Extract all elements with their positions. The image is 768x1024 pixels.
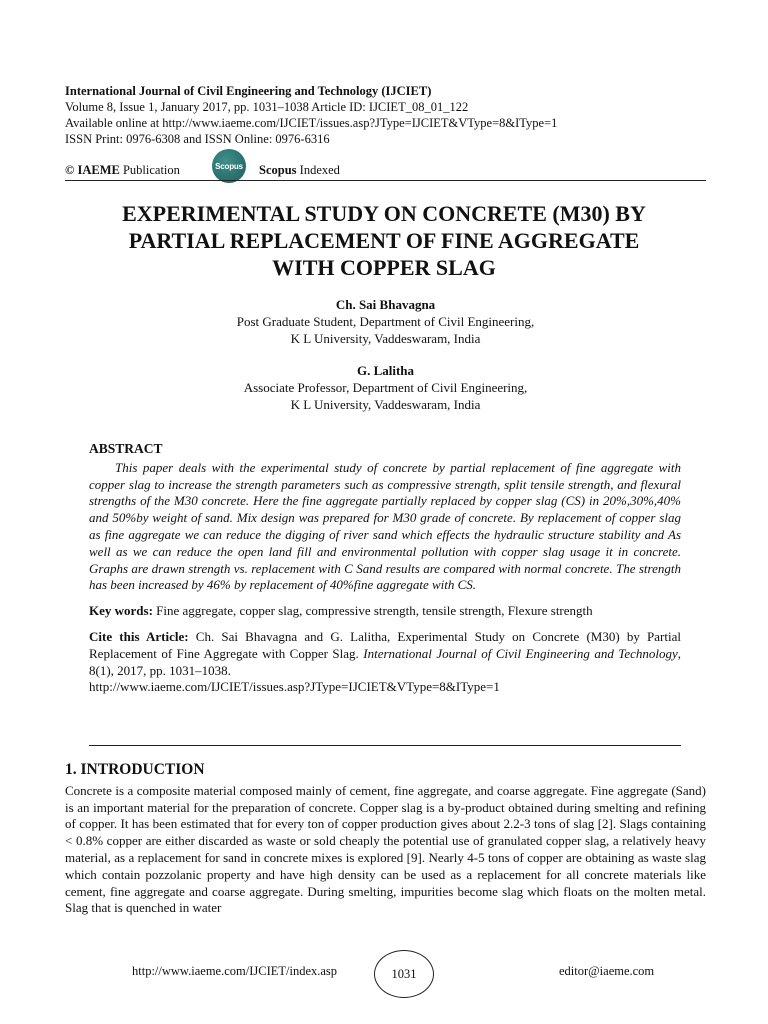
abstract-section [89,441,681,696]
page-number: 1031 [374,950,434,998]
author-affiliation: K L University, Vaddeswaram, India [290,397,481,412]
header-divider [65,180,706,181]
author-affiliation: Post Graduate Student, Department of Civil Engineering, [236,314,535,329]
author-1 [65,296,706,347]
introduction-section [65,762,706,917]
author-block [65,296,706,428]
journal-title: International Journal of Civil Engineering and Technology (IJCIET) [65,84,432,98]
introduction-text: Concrete is a composite material composed mainly of cement, fine aggregate, and coarse aggregate. Fine aggregate (Sand) is an important material for the preparation of concrete. Copper slag is a by-product obtained during smelting and refining of copper. It has been estimated that for every ton of copper production gives about 2.2-3 tons of slag [2]. Slags containing < 0.8% copper are either discarded as waste or sold cheaply the potential use of granulated copper slag, a relatively heavy material, as a replacement for sand in concrete mixes is explored [9]. Nearly 4-5 tons of copper are obtaining as waste slag which contain pozzolanic property and have high density can be used as a replacement for all concrete materials like cement, fine aggregate and coarse aggregate. During smelting, impurities become slag which floats on the molten metal. Slag that is quenched in water [65,782,706,916]
abstract-divider [89,745,681,746]
footer-email[interactable]: editor@iaeme.com [559,964,655,978]
issn-line: ISSN Print: 0976-6308 and ISSN Online: 0976-6316 [65,132,330,146]
online-line: Available online at http://www.iaeme.com/IJCIET/issues.asp?JType=IJCIET&VType=8&IType=1 [65,116,558,130]
page-footer [0,950,768,1000]
citation: Cite this Article: Ch. Sai Bhavagna and G. Lalitha, Experimental Study on Concrete (M30) by Partial Replacement of Fine Aggregate with Copper Slag. International Journal of Civil Engineering and Technology, 8(1), 2017, pp. 1031–1038. http://www.iaeme.com/IJCIET/issues.asp?JType=IJCIET&VType=8&IType=1 [89,628,681,695]
paper-title: EXPERIMENTAL STUDY ON CONCRETE (M30) BY PARTIAL REPLACEMENT OF FINE AGGREGATE WITH COPPER SLAG [122,201,646,280]
journal-header [65,83,557,147]
scopus-indexed-label: Scopus Indexed [259,163,340,177]
author-affiliation: K L University, Vaddeswaram, India [290,331,481,346]
citation-url[interactable]: http://www.iaeme.com/IJCIET/issues.asp?JType=IJCIET&VType=8&IType=1 [89,679,500,695]
publisher-row [65,163,705,179]
footer-url[interactable]: http://www.iaeme.com/IJCIET/index.asp [132,964,338,978]
author-name: Ch. Sai Bhavagna [335,297,436,312]
scopus-logo-icon: Scopus [212,149,246,183]
author-affiliation: Associate Professor, Department of Civil Engineering, [243,380,528,395]
publisher-label: © IAEME Publication [65,163,180,177]
keywords: Key words: Fine aggregate, copper slag, compressive strength, tensile strength, Flexure strength [89,603,593,619]
abstract-heading: ABSTRACT [89,441,163,456]
author-2 [65,362,706,413]
introduction-heading: 1. INTRODUCTION [65,761,205,778]
volume-line: Volume 8, Issue 1, January 2017, pp. 1031–1038 Article ID: IJCIET_08_01_122 [65,100,469,114]
abstract-text: This paper deals with the experimental study of concrete by partial replacement of fine aggregate with copper slag to increase the strength parameters such as compressive strength, split tensile strength, and flexural strengths of the M30 concrete. Here the fine aggregate partially replaced by copper slag (CS) in 20%,30%,40% and 50%by weight of sand. Mix design was prepared for M30 grade of concrete. By replacement of copper slag as fine aggregate we can reduce the digging of river sand which effects the hydraulic structure stability and As well as we can reduce the open land fill and environmental pollution with copper slag usage it in concrete. Graphs are drawn strength vs. replacement with C Sand results are compared with normal concrete. The strength has been increased by 46% by replacement of 40%fine aggregate with CS. [89,459,681,593]
author-name: G. Lalitha [356,363,415,378]
